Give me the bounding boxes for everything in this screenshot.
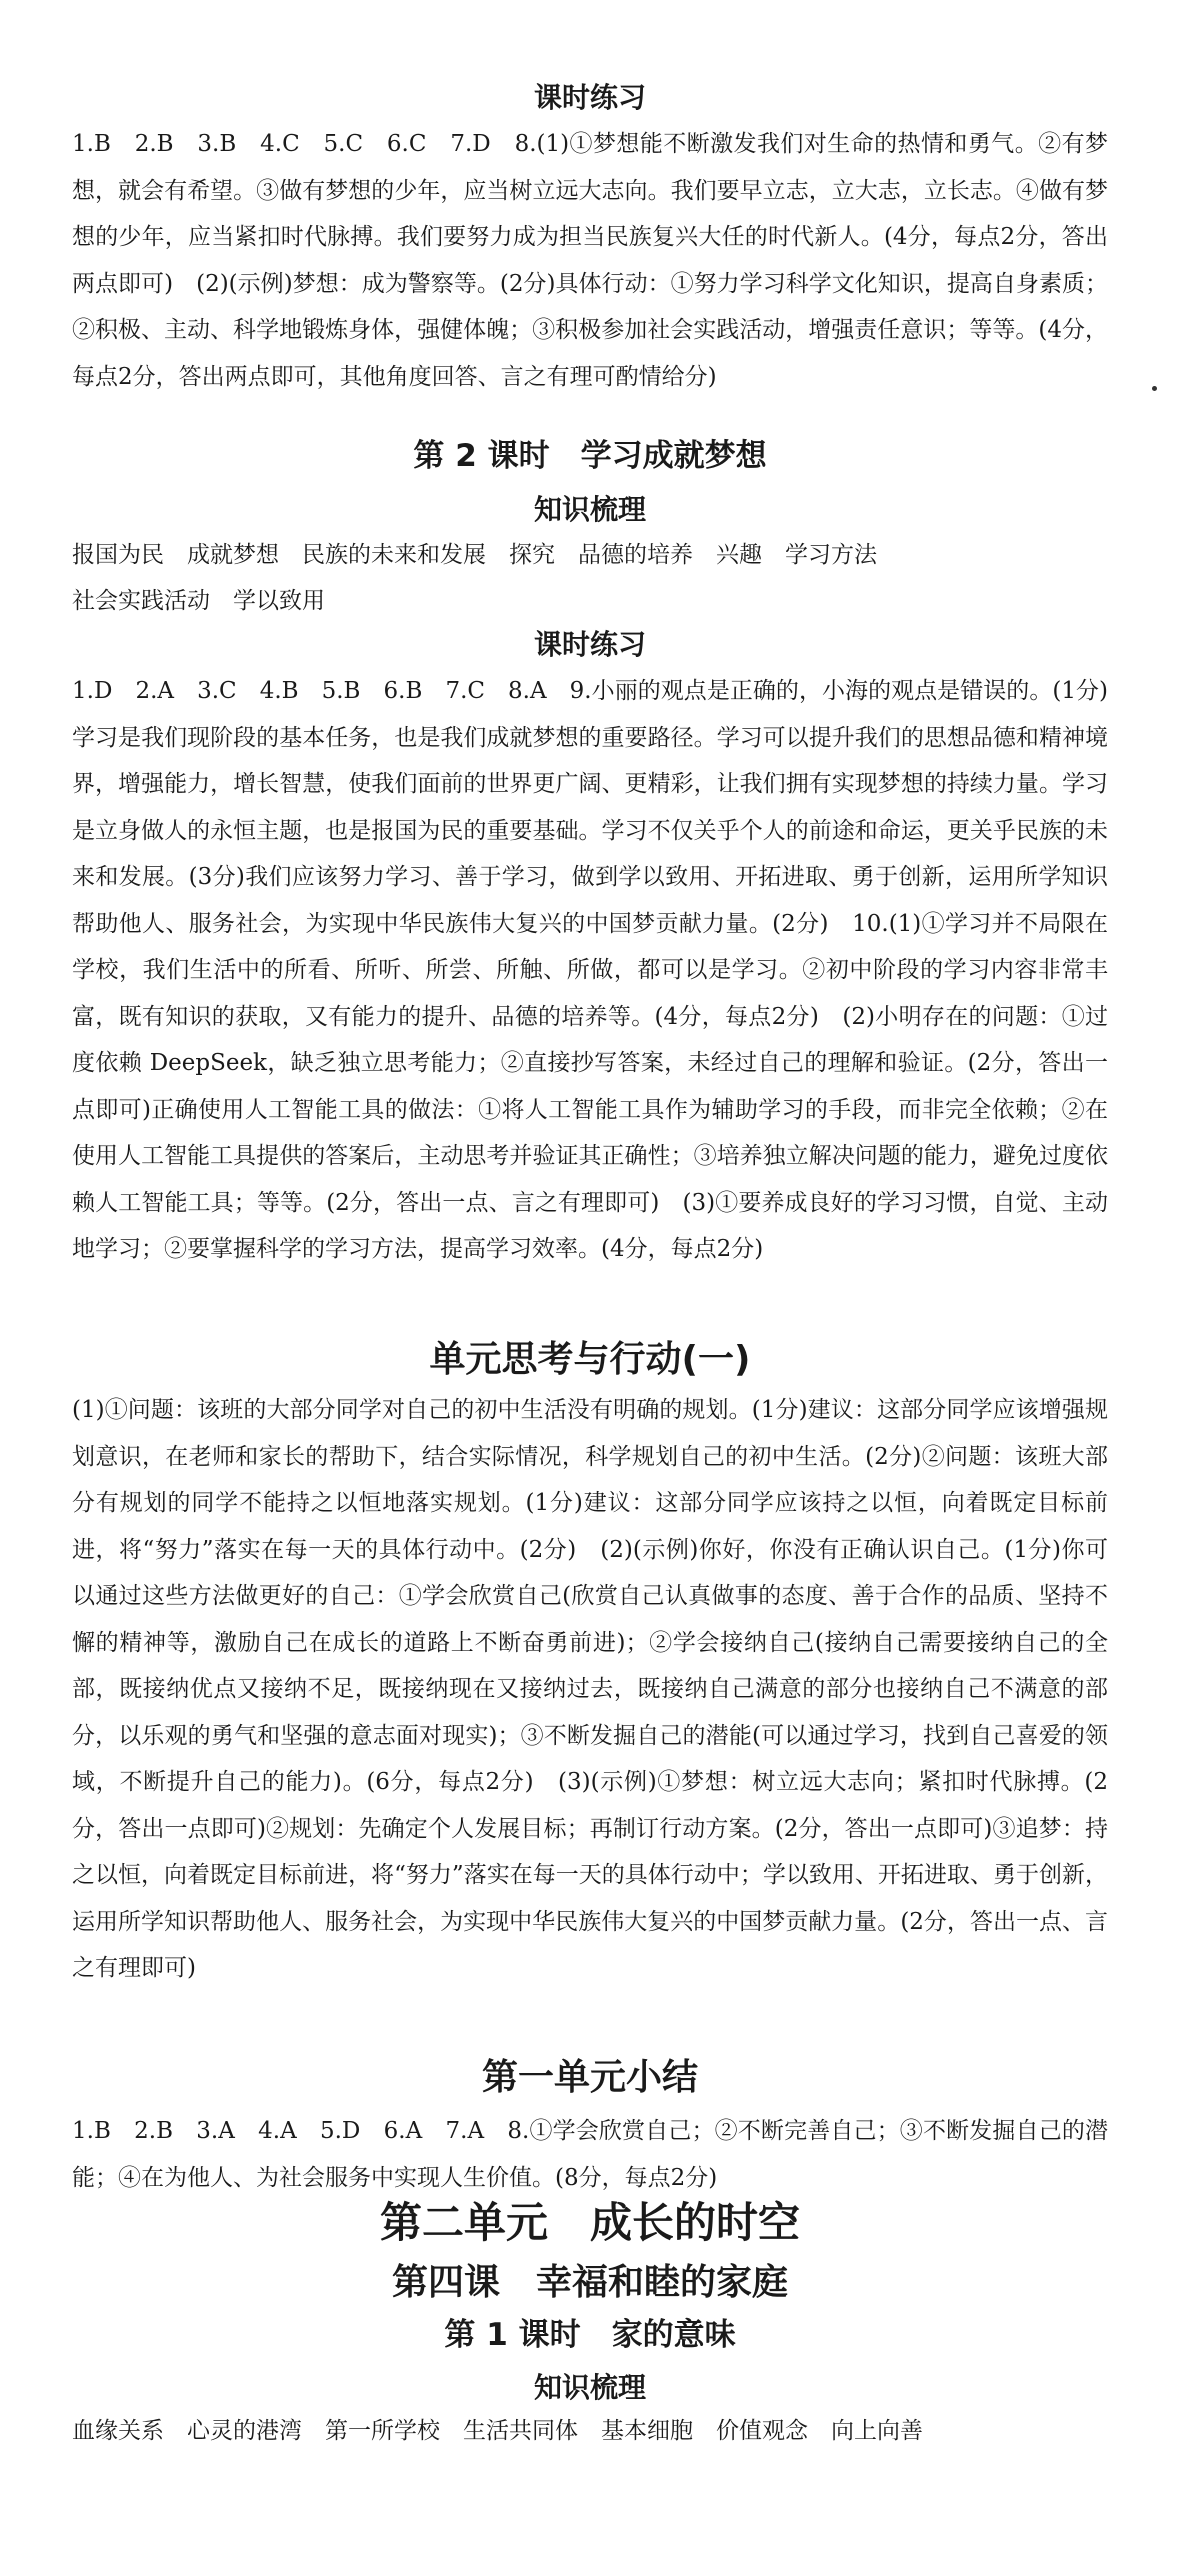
lesson-4-period-1-title: 第 1 课时 家的意味 — [444, 2317, 736, 2353]
knowledge-terms-line-1: 报国为民 成就梦想 民族的未来和发展 探究 品德的培养 兴趣 学习方法 — [72, 542, 877, 568]
lesson-period-title: 第 2 课时 学习成就梦想 — [413, 438, 767, 474]
margin-mark — [1152, 386, 1157, 391]
unit-summary-title: 第一单元小结 — [481, 2057, 698, 2098]
practice-title: 课时练习 — [533, 628, 646, 661]
practice-answers-2: 1.D 2.A 3.C 4.B 5.B 6.B 7.C 8.A 9.小丽的观点是正确的，小海的观点是错误的。(1分)学习是我们现阶段的基本任务，也是我们成就梦想的重要路径。学习可以提升我们的思想品德和精神境界，增强能力，增长智慧，使我们面前的世界更广阔、更精彩，让我们拥有实现梦想的持续力量。学习是立身做人的永恒主题，也是报国为民的重要基础。学习不仅关乎个人的前途和命运，更关乎民族的未来和发展。(3分)我们应该努力学习、善于学习，做到学以致用、开拓进取、勇于创新，运用所学知识帮助他人、服务社会，为实现中华民族伟大复兴的中国梦贡献力量。(2分) 10.(1)①学习并不局限在学校，我们生活中的所看、所听、所尝、所触、所做，都可以是学习。②初中阶段的学习内容非常丰富，既有知识的获取，又有能力的提升、品德的培养等。(4分，每点2分) (2)小明存在的问题：①过度依赖 DeepSeek，缺乏独立思考能力；②直接抄写答案，未经过自己的理解和验证。(2分，答出一点即可)正确使用人工智能工具的做法：①将人工智能工具作为辅助学习的手段，而非完全依赖；②在使用人工智能工具提供的答案后，主动思考并验证其正确性；③培养独立解决问题的能力，避免过度依赖人工智能工具；等等。(2分，答出一点、言之有理即可) (3)①要养成良好的学习习惯，自觉、主动地学习；②要掌握科学的学习方法，提高学习效率。(4分，每点2分) — [72, 678, 1108, 1262]
practice-answers: 1.B 2.B 3.B 4.C 5.C 6.C 7.D 8.(1)①梦想能不断激发我们对生命的热情和勇气。②有梦想，就会有希望。③做有梦想的少年，应当树立远大志向。我们要早立志，立大志，立长志。④做有梦想的少年，应当紧扣时代脉搏。我们要努力成为担当民族复兴大任的时代新人。(4分，每点2分，答出两点即可) (2)(示例)梦想：成为警察等。(2分)具体行动：①努力学习科学文化知识，提高自身素质；②积极、主动、科学地锻炼身体，强健体魄；③积极参加社会实践活动，增强责任意识；等等。(4分，每点2分，答出两点即可，其他角度回答、言之有理可酌情给分) — [72, 131, 1108, 390]
lesson-4-knowledge-title: 知识梳理 — [533, 2371, 646, 2404]
unit-summary-answers: 1.B 2.B 3.A 4.A 5.D 6.A 7.A 8.①学会欣赏自己；②不断完善自己；③不断发掘自己的潜能；④在为他人、为社会服务中实现人生价值。(8分，每点2分) — [72, 2118, 1108, 2191]
knowledge-title: 知识梳理 — [533, 493, 646, 526]
unit-review-answers: (1)①问题：该班的大部分同学对自己的初中生活没有明确的规划。(1分)建议：这部分同学应该增强规划意识，在老师和家长的帮助下，结合实际情况，科学规划自己的初中生活。(2分)②问题：该班大部分有规划的同学不能持之以恒地落实规划。(1分)建议：这部分同学应该持之以恒，向着既定目标前进，将“努力”落实在每一天的具体行动中。(2分) (2)(示例)你好，你没有正确认识自己。(1分)你可以通过这些方法做更好的自己：①学会欣赏自己(欣赏自己认真做事的态度、善于合作的品质、坚持不懈的精神等，激励自己在成长的道路上不断奋勇前进)；②学会接纳自己(接纳自己需要接纳自己的全部，既接纳优点又接纳不足，既接纳现在又接纳过去，既接纳自己满意的部分也接纳自己不满意的部分，以乐观的勇气和坚强的意志面对现实)；③不断发掘自己的潜能(可以通过学习，找到自己喜爱的领域，不断提升自己的能力)。(6分，每点2分) (3)(示例)①梦想：树立远大志向；紧扣时代脉搏。(2分，答出一点即可)②规划：先确定个人发展目标；再制订行动方案。(2分，答出一点即可)③追梦：持之以恒，向着既定目标前进，将“努力”落实在每一天的具体行动中；学以致用、开拓进取、勇于创新，运用所学知识帮助他人、服务社会，为实现中华民族伟大复兴的中国梦贡献力量。(2分，答出一点、言之有理即可) — [72, 1397, 1108, 1981]
lesson-4-title: 第四课 幸福和睦的家庭 — [391, 2262, 788, 2303]
knowledge-terms-line-2: 社会实践活动 学以致用 — [72, 588, 325, 614]
unit-2-title: 第二单元 成长的时空 — [379, 2198, 800, 2247]
unit-review-title: 单元思考与行动(一) — [429, 1339, 751, 1380]
section-title-practice: 课时练习 — [533, 81, 646, 114]
lesson-4-knowledge-terms: 血缘关系 心灵的港湾 第一所学校 生活共同体 基本细胞 价值观念 向上向善 — [72, 2418, 923, 2444]
